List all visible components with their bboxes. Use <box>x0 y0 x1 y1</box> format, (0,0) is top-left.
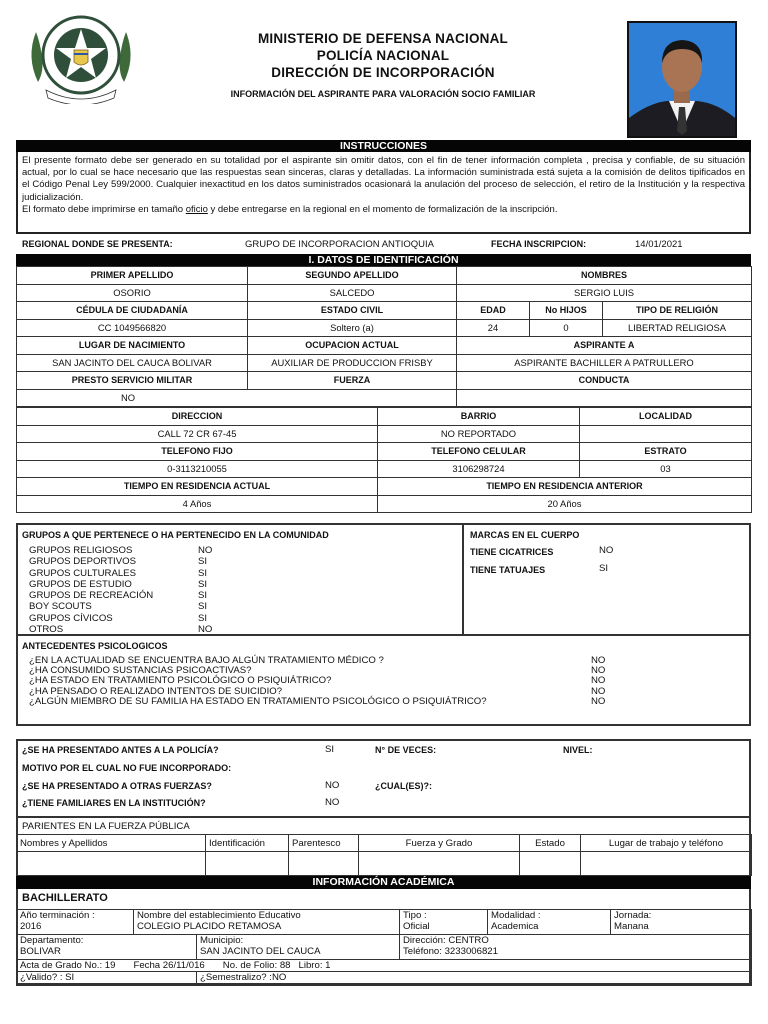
marks-title: MARCAS EN EL CUERPO <box>470 530 580 540</box>
group-label: GRUPOS DEPORTIVOS <box>29 556 136 568</box>
cedula-label: CÉDULA DE CIUDADANÍA <box>17 302 248 320</box>
ano-terminacion-cell: Año terminación : 2016 <box>17 910 134 935</box>
direccion-label: DIRECCION <box>17 408 378 426</box>
group-value: NO <box>198 545 213 556</box>
residence-table <box>16 407 752 513</box>
conducta-label: CONDUCTA <box>457 372 752 390</box>
psych-question: ¿HA ESTADO EN TRATAMIENTO PSICOLÓGICO O PSIQUIÁTRICO? <box>29 675 332 687</box>
psych-list <box>29 656 605 707</box>
relatives-column-header: Parentesco <box>289 835 359 852</box>
departamento-cell: Departamento: BOLIVAR <box>17 935 197 960</box>
header-police: POLICÍA NACIONAL <box>316 48 450 63</box>
servicio-militar-label: PRESTO SERVICIO MILITAR <box>17 372 248 390</box>
relatives-cell <box>520 852 581 876</box>
residencia-actual-value: 4 Años <box>17 495 378 513</box>
group-item <box>29 568 212 579</box>
establecimiento-value: COLEGIO PLACIDO RETAMOSA <box>137 921 282 932</box>
fecha-inscripcion-label: FECHA INSCRIPCION: <box>491 239 587 249</box>
academic-title: INFORMACIÓN ACADÉMICA <box>16 876 751 889</box>
psych-question: ¿EN LA ACTUALIDAD SE ENCUENTRA BAJO ALGÚN TRATAMIENTO MÉDICO ? <box>29 655 384 666</box>
hijos-value: 0 <box>530 319 603 337</box>
group-label: GRUPOS RELIGIOSOS <box>29 545 133 556</box>
relatives-cell <box>359 852 520 876</box>
groups-list <box>29 545 212 635</box>
localidad-value <box>580 425 752 443</box>
hijos-label: No HIJOS <box>530 302 603 320</box>
estrato-value: 03 <box>580 460 752 478</box>
relatives-column-header: Lugar de trabajo y teléfono <box>581 835 752 852</box>
police-emblem-logo <box>24 12 138 104</box>
group-label: GRUPOS DE ESTUDIO <box>29 578 132 590</box>
relatives-column-header: Fuerza y Grado <box>359 835 520 852</box>
municipio-cell: Municipio: SAN JACINTO DEL CAUCA <box>197 935 400 960</box>
direccion-telefono-cell <box>400 935 752 960</box>
relatives-column-header: Identificación <box>206 835 289 852</box>
direccion-value: CALL 72 CR 67-45 <box>17 425 378 443</box>
group-label: GRUPOS CÍVICOS <box>29 612 113 624</box>
relatives-column-header: Estado <box>520 835 581 852</box>
servicio-militar-value: NO <box>17 389 457 407</box>
groups-divider <box>462 523 464 636</box>
relatives-cell <box>17 852 206 876</box>
residencia-actual-label: TIEMPO EN RESIDENCIA ACTUAL <box>17 478 378 496</box>
relatives-title: PARIENTES EN LA FUERZA PÚBLICA <box>22 821 190 832</box>
departamento-value: BOLIVAR <box>20 946 61 957</box>
estrato-label: ESTRATO <box>580 443 752 461</box>
localidad-label: LOCALIDAD <box>580 408 752 426</box>
group-item <box>29 579 212 590</box>
telefono-celular-value: 3106298724 <box>378 460 580 478</box>
religion-value: LIBERTAD RELIGIOSA <box>603 319 752 337</box>
applicant-photo <box>627 21 737 138</box>
psych-question: ¿ALGÚN MIEMBRO DE SU FAMILIA HA ESTADO EN TRATAMIENTO PSICOLÓGICO O PSIQUIÁTRICO? <box>29 695 487 707</box>
estado-civil-value: Soltero (a) <box>248 319 457 337</box>
psych-answer: NO <box>591 695 606 707</box>
valido: ¿Valido? : SI <box>17 972 197 986</box>
religion-label: TIPO DE RELIGIÓN <box>603 302 752 320</box>
group-value: SI <box>198 567 208 579</box>
aspirante-label: ASPIRANTE A <box>457 337 752 355</box>
group-item <box>29 545 212 556</box>
modalidad-cell: Modalidad : Academica <box>488 910 611 935</box>
conducta-value <box>457 389 752 407</box>
presentado-value: SI <box>325 744 335 755</box>
residencia-anterior-label: TIEMPO EN RESIDENCIA ANTERIOR <box>378 478 752 496</box>
fecha-inscripcion-value: 14/01/2021 <box>635 239 683 250</box>
group-value: SI <box>198 590 208 602</box>
jornada-cell: Jornada: Manana <box>611 910 752 935</box>
cicatrices-label: TIENE CICATRICES <box>470 547 554 557</box>
nombres-label: NOMBRES <box>457 267 752 285</box>
group-item <box>29 590 212 601</box>
group-item <box>29 601 212 612</box>
cuales-label: ¿CUAL(ES)?: <box>375 781 432 791</box>
group-value: SI <box>198 612 208 624</box>
acta-grado: Acta de Grado No.: 19 <box>20 960 116 971</box>
tipo-value: Oficial <box>403 921 430 932</box>
instructions-print-note: El formato debe imprimirse en tamaño oficio y debe entregarse en la regional en el momento de formalización de la inscripción. <box>22 203 558 215</box>
folio: No. de Folio: 88 <box>222 960 291 971</box>
relatives-column-header: Nombres y Apellidos <box>17 835 206 852</box>
telefono-fijo-label: TELEFONO FIJO <box>17 443 378 461</box>
relatives-cell <box>289 852 359 876</box>
ocupacion-value: AUXILIAR DE PRODUCCION FRISBY <box>248 354 457 372</box>
cicatrices-value: NO <box>599 545 614 556</box>
cedula-value: CC 1049566820 <box>17 319 248 337</box>
ano-terminacion-value: 2016 <box>20 921 42 932</box>
relatives-table <box>16 834 752 876</box>
libro: Libro: 1 <box>298 960 331 971</box>
relatives-cell <box>206 852 289 876</box>
group-value: SI <box>198 578 208 590</box>
familiares-label: ¿TIENE FAMILIARES EN LA INSTITUCIÓN? <box>22 798 206 808</box>
edad-value: 24 <box>457 319 530 337</box>
ocupacion-label: OCUPACION ACTUAL <box>248 337 457 355</box>
veces-label: N° DE VECES: <box>375 745 437 755</box>
group-label: GRUPOS CULTURALES <box>29 567 136 579</box>
psych-title: ANTECEDENTES PSICOLOGICOS <box>22 641 168 651</box>
jornada-value: Manana <box>614 921 649 932</box>
identification-title: I. DATOS DE IDENTIFICACIÓN <box>16 254 751 266</box>
group-label: BOY SCOUTS <box>29 601 92 613</box>
psych-answer: NO <box>591 675 606 687</box>
estado-civil-label: ESTADO CIVIL <box>248 302 457 320</box>
colegio-telefono: Teléfono: 3233006821 <box>403 946 498 957</box>
relatives-cell <box>581 852 752 876</box>
fecha-grado: Fecha 26/11/016 <box>133 960 205 971</box>
psych-answer: NO <box>591 665 606 677</box>
modalidad-value: Academica <box>491 921 539 932</box>
psych-answer: NO <box>591 655 606 666</box>
group-value: SI <box>198 601 208 613</box>
tatuajes-value: SI <box>599 563 609 574</box>
regional-label: REGIONAL DONDE SE PRESENTA: <box>22 239 173 249</box>
header-subtitle: INFORMACIÓN DEL ASPIRANTE PARA VALORACIÓN SOCIO FAMILIAR <box>230 89 536 99</box>
group-label: OTROS <box>29 624 64 636</box>
telefono-celular-label: TELEFONO CELULAR <box>378 443 580 461</box>
psych-item <box>29 697 605 707</box>
colegio-direccion: Dirección: CENTRO <box>403 935 489 946</box>
municipio-value: SAN JACINTO DEL CAUCA <box>200 946 321 957</box>
nivel-label: NIVEL: <box>563 745 593 755</box>
tipo-cell: Tipo : Oficial <box>400 910 488 935</box>
group-value: SI <box>198 556 208 568</box>
psych-question: ¿HA CONSUMIDO SUSTANCIAS PSICOACTIVAS? <box>29 665 252 677</box>
group-value: NO <box>198 624 213 636</box>
psych-question: ¿HA PENSADO O REALIZADO INTENTOS DE SUICIDIO? <box>29 685 283 697</box>
segundo-apellido-value: SALCEDO <box>248 284 457 302</box>
psych-answer: NO <box>591 685 606 697</box>
group-item <box>29 613 212 624</box>
barrio-label: BARRIO <box>378 408 580 426</box>
group-label: GRUPOS DE RECREACIÓN <box>29 590 154 602</box>
otras-fuerzas-value: NO <box>325 780 340 791</box>
instructions-title: INSTRUCCIONES <box>16 140 751 152</box>
barrio-value: NO REPORTADO <box>378 425 580 443</box>
residencia-anterior-value: 20 Años <box>378 495 752 513</box>
lugar-nacimiento-label: LUGAR DE NACIMIENTO <box>17 337 248 355</box>
instructions-box <box>16 152 751 234</box>
edad-label: EDAD <box>457 302 530 320</box>
primer-apellido-label: PRIMER APELLIDO <box>17 267 248 285</box>
nombres-value: SERGIO LUIS <box>457 284 752 302</box>
regional-value: GRUPO DE INCORPORACION ANTIOQUIA <box>245 239 434 250</box>
instructions-paragraph: El presente formato debe ser generado en su totalidad por el aspirante sin omitir datos, con el fin de tener información completa , precisa y confiable, de su situación actual, por lo cual se hace necesario que las respuestas sean sinceras, claras y detalladas. La información suministrada está sujeta a la comisión de delitos tipificados en el Código Penal Ley 599/2000. Cualquier inexactitud en los datos suministrados ocasionará la anulación del proceso de selección, el retiro de la Institución y la respectiva judicialización. <box>22 155 745 203</box>
group-item <box>29 556 212 567</box>
header-direction: DIRECCIÓN DE INCORPORACIÓN <box>271 65 495 80</box>
aspirante-value: ASPIRANTE BACHILLER A PATRULLERO <box>457 354 752 372</box>
groups-title: GRUPOS A QUE PERTENECE O HA PERTENECIDO EN LA COMUNIDAD <box>22 530 329 540</box>
academic-level: BACHILLERATO <box>22 892 108 904</box>
primer-apellido-value: OSORIO <box>17 284 248 302</box>
presentado-label: ¿SE HA PRESENTADO ANTES A LA POLICÍA? <box>22 745 219 755</box>
lugar-nacimiento-value: SAN JACINTO DEL CAUCA BOLIVAR <box>17 354 248 372</box>
academic-table <box>16 909 752 986</box>
acta-grado-row <box>17 960 752 972</box>
motivo-label: MOTIVO POR EL CUAL NO FUE INCORPORADO: <box>22 763 232 773</box>
fuerza-label: FUERZA <box>248 372 457 390</box>
tatuajes-label: TIENE TATUAJES <box>470 565 546 575</box>
segundo-apellido-label: SEGUNDO APELLIDO <box>248 267 457 285</box>
familiares-value: NO <box>325 797 340 808</box>
semestralizo: ¿Semestralizo? :NO <box>197 972 752 986</box>
otras-fuerzas-label: ¿SE HA PRESENTADO A OTRAS FUERZAS? <box>22 781 212 791</box>
establecimiento-cell: Nombre del establecimiento Educativo COLEGIO PLACIDO RETAMOSA <box>134 910 400 935</box>
telefono-fijo-value: 0-3113210055 <box>17 460 378 478</box>
identification-table <box>16 266 752 407</box>
header-ministry: MINISTERIO DE DEFENSA NACIONAL <box>257 31 508 46</box>
